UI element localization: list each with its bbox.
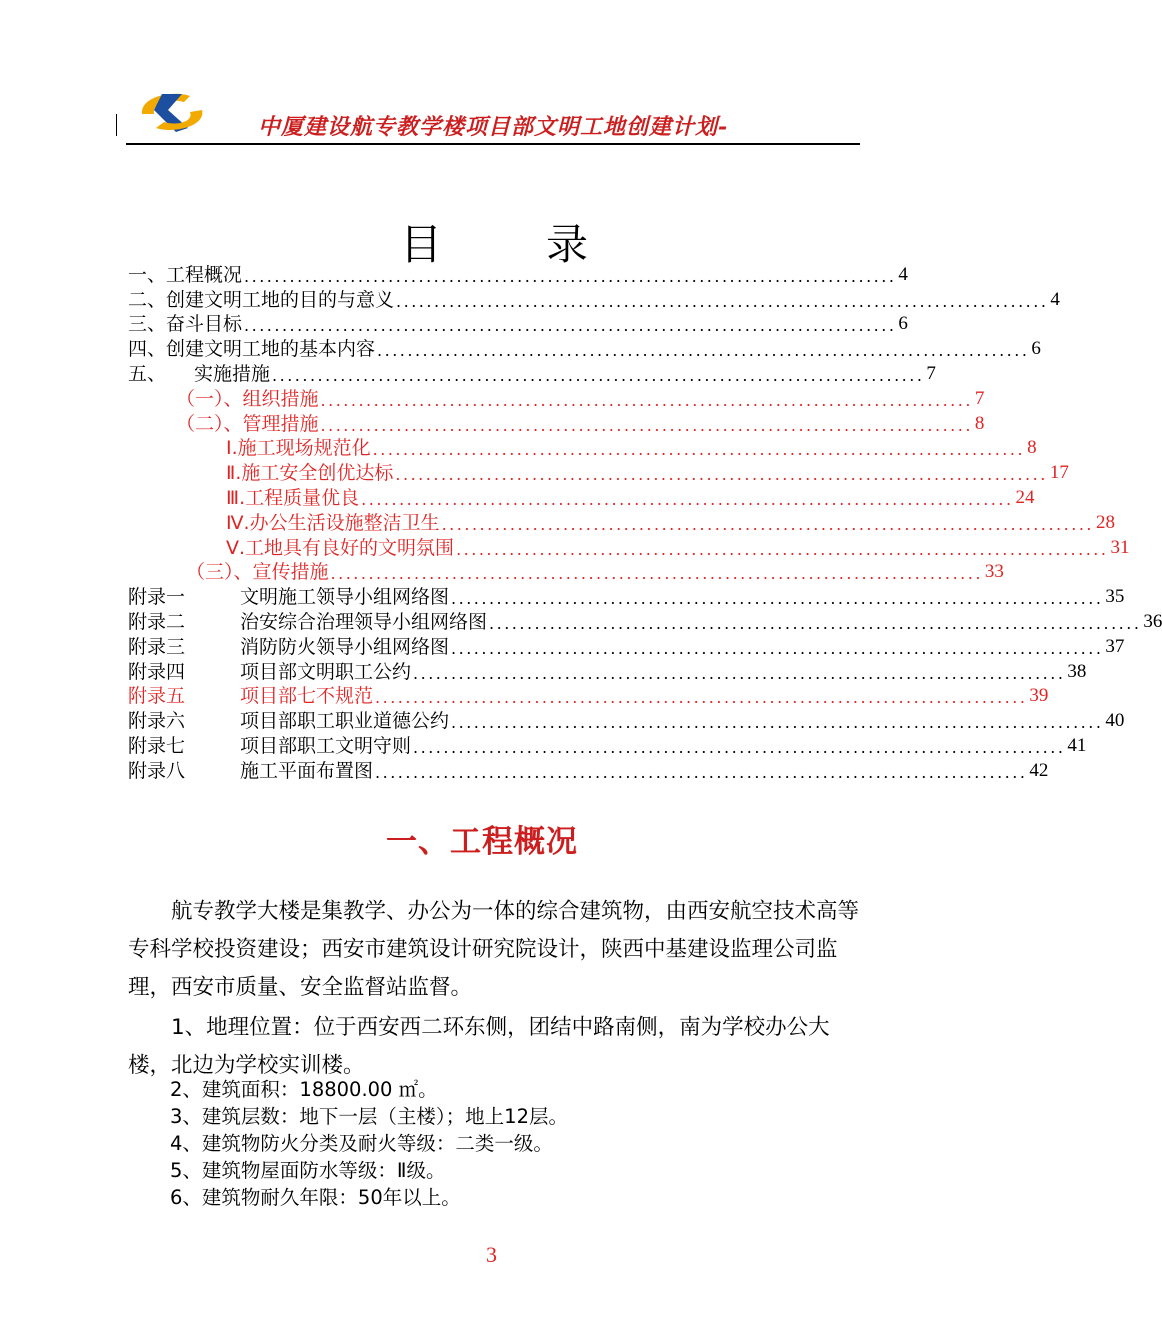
list-item: 5、建筑物屋面防水等级：Ⅱ级。 <box>170 1159 446 1182</box>
toc-page: 8 <box>1027 437 1037 459</box>
toc-row[interactable] <box>128 460 1069 485</box>
list-item: 4、建筑物防火分类及耐火等级：二类一级。 <box>170 1132 553 1155</box>
toc-leader: ...................................................................................... <box>413 663 1066 683</box>
toc-text: 项目部文明职工公约 <box>240 660 412 683</box>
toc-page: 33 <box>984 561 1004 583</box>
toc-page: 42 <box>1029 759 1049 781</box>
toc-row[interactable] <box>128 584 1125 609</box>
toc-text: 文明施工领导小组网络图 <box>240 586 450 609</box>
toc-page: 38 <box>1067 660 1087 682</box>
header-left-tick <box>116 114 117 136</box>
toc-num: （三）、 <box>186 561 253 584</box>
location-paragraph: 1、地理位置：位于西安西二环东侧，团结中路南侧，南为学校办公大楼，北边为学校实训楼。 <box>128 1015 830 1078</box>
toc-num: 一、 <box>128 263 167 286</box>
toc-row[interactable] <box>128 659 1087 684</box>
toc-page: 31 <box>1110 536 1130 558</box>
toc-leader: ...................................................................................... <box>330 564 983 584</box>
toc-leader: ...................................................................................... <box>456 539 1109 559</box>
toc-num: 附录八 <box>128 759 186 782</box>
header-rule <box>126 143 860 145</box>
toc-row[interactable] <box>128 708 1125 733</box>
toc-text: 项目部职工文明守则 <box>240 734 412 757</box>
toc-row[interactable] <box>128 436 1037 461</box>
toc-row[interactable] <box>128 758 1049 783</box>
toc-row[interactable] <box>128 336 1041 361</box>
section-heading: 一、工程概况 <box>386 824 578 860</box>
toc-text: 奋斗目标 <box>166 313 243 336</box>
page-number: 3 <box>486 1242 497 1267</box>
toc-leader: ...................................................................................... <box>489 613 1142 633</box>
toc-row[interactable] <box>128 535 1130 560</box>
toc-page: 4 <box>898 263 908 285</box>
toc-leader: ...................................................................................... <box>375 688 1028 708</box>
company-logo-icon <box>132 84 212 138</box>
toc-page: 6 <box>898 313 908 335</box>
toc-row[interactable] <box>128 609 1162 634</box>
toc-page: 28 <box>1095 511 1115 533</box>
toc-row[interactable] <box>128 262 908 287</box>
toc-text: 消防防火领导小组网络图 <box>240 635 450 658</box>
toc-text: 施工平面布置图 <box>240 759 374 782</box>
toc-num: Ⅱ. <box>226 462 242 485</box>
toc-num: 附录七 <box>128 734 186 757</box>
toc-leader: ...................................................................................... <box>451 638 1104 658</box>
toc-leader: ...................................................................................... <box>320 415 973 435</box>
toc-row[interactable] <box>128 510 1115 535</box>
list-item: 3、建筑层数：地下一层（主楼）；地上12层。 <box>170 1105 568 1128</box>
toc-leader: ...................................................................................... <box>451 589 1104 609</box>
toc-num: 四、 <box>128 338 167 361</box>
toc-leader: ...................................................................................... <box>361 489 1014 509</box>
toc-leader: ...................................................................................... <box>413 737 1066 757</box>
toc-text: 创建文明工地的基本内容 <box>166 338 376 361</box>
toc-num: 三、 <box>128 313 167 336</box>
toc-num: 附录三 <box>128 635 186 658</box>
toc-leader: ...................................................................................... <box>377 341 1030 361</box>
toc-num: 附录一 <box>128 586 186 609</box>
toc-text: 办公生活设施整洁卫生 <box>249 511 440 534</box>
toc-leader: ...................................................................................... <box>320 390 973 410</box>
toc-leader: ...................................................................................... <box>244 316 897 336</box>
project-facts-list <box>170 1076 568 1211</box>
toc-num: （一）、 <box>176 387 243 410</box>
toc-page: 36 <box>1143 610 1162 632</box>
toc-page: 24 <box>1015 486 1035 508</box>
toc-leader: ...................................................................................... <box>244 266 897 286</box>
toc-page: 39 <box>1029 685 1049 707</box>
toc-num: 附录五 <box>128 685 186 708</box>
toc-text: 管理措施 <box>242 412 319 435</box>
toc-row[interactable] <box>128 485 1035 510</box>
toc-row[interactable] <box>128 361 936 386</box>
toc-num: （二）、 <box>176 412 243 435</box>
toc-title-part2: 录 <box>546 220 589 269</box>
toc-page: 41 <box>1067 734 1087 756</box>
toc-leader: ...................................................................................... <box>375 762 1028 782</box>
toc-text: 创建文明工地的目的与意义 <box>166 288 395 311</box>
toc-num: 附录二 <box>128 610 186 633</box>
toc-row[interactable] <box>128 386 985 411</box>
intro-paragraph: 航专教学大楼是集教学、办公为一体的综合建筑物，由西安航空技术高等专科学校投资建设；西安市建筑设计研究院设计，陕西中基建设监理公司监理，西安市质量、安全监督站监督。 <box>128 899 860 1000</box>
toc-leader: ...................................................................................... <box>395 465 1048 485</box>
toc-leader: ...................................................................................... <box>372 440 1026 460</box>
toc-page: 7 <box>974 387 985 409</box>
toc-text: 工程概况 <box>166 263 243 286</box>
toc-num: Ⅳ. <box>226 511 250 534</box>
toc-text: 项目部七不规范 <box>240 685 374 708</box>
list-item: 6、建筑物耐久年限：50年以上。 <box>170 1186 461 1209</box>
toc-leader: ...................................................................................... <box>272 365 925 385</box>
toc-page: 40 <box>1105 710 1125 732</box>
toc-text: 组织措施 <box>242 387 319 410</box>
list-item: 2、建筑面积：18800.00 ㎡。 <box>170 1078 438 1101</box>
toc-row[interactable] <box>128 733 1087 758</box>
toc-num: 附录六 <box>128 710 186 733</box>
toc-leader: ...................................................................................... <box>441 514 1094 534</box>
toc-row[interactable] <box>128 634 1125 659</box>
toc-page: 4 <box>1050 288 1060 310</box>
toc-text: 实施措施 <box>194 362 271 385</box>
toc-page: 8 <box>974 412 985 434</box>
toc-leader: ...................................................................................... <box>396 291 1049 311</box>
table-of-contents <box>128 262 1162 783</box>
toc-text: 施工安全创优达标 <box>241 462 394 485</box>
toc-page: 37 <box>1105 635 1125 657</box>
toc-page: 17 <box>1049 462 1069 484</box>
toc-num: 二、 <box>128 288 167 311</box>
toc-text: 宣传措施 <box>252 561 329 584</box>
toc-num: Ⅲ. <box>226 486 246 509</box>
toc-row[interactable] <box>128 312 908 337</box>
toc-num: 附录四 <box>128 660 186 683</box>
toc-num: 五、 <box>128 362 167 385</box>
toc-row[interactable] <box>128 287 1060 312</box>
toc-page: 35 <box>1105 586 1125 608</box>
toc-text: 工程质量优良 <box>245 486 360 509</box>
toc-text: 工地具有良好的文明氛围 <box>245 536 455 559</box>
toc-text: 施工现场规范化 <box>237 437 371 460</box>
toc-num: Ⅰ. <box>226 437 238 460</box>
toc-row[interactable] <box>128 411 985 436</box>
toc-page: 7 <box>926 362 936 384</box>
toc-text: 治安综合治理领导小组网络图 <box>240 610 488 633</box>
toc-text: 项目部职工职业道德公约 <box>240 710 450 733</box>
toc-num: Ⅴ. <box>226 536 246 559</box>
toc-row[interactable] <box>128 560 1004 585</box>
toc-title-part1: 目 <box>400 220 443 269</box>
toc-row[interactable] <box>128 684 1049 709</box>
toc-leader: ...................................................................................... <box>451 713 1104 733</box>
header-title: 中厦建设航专教学楼项目部文明工地创建计划- <box>258 114 729 140</box>
toc-page: 6 <box>1031 338 1041 360</box>
